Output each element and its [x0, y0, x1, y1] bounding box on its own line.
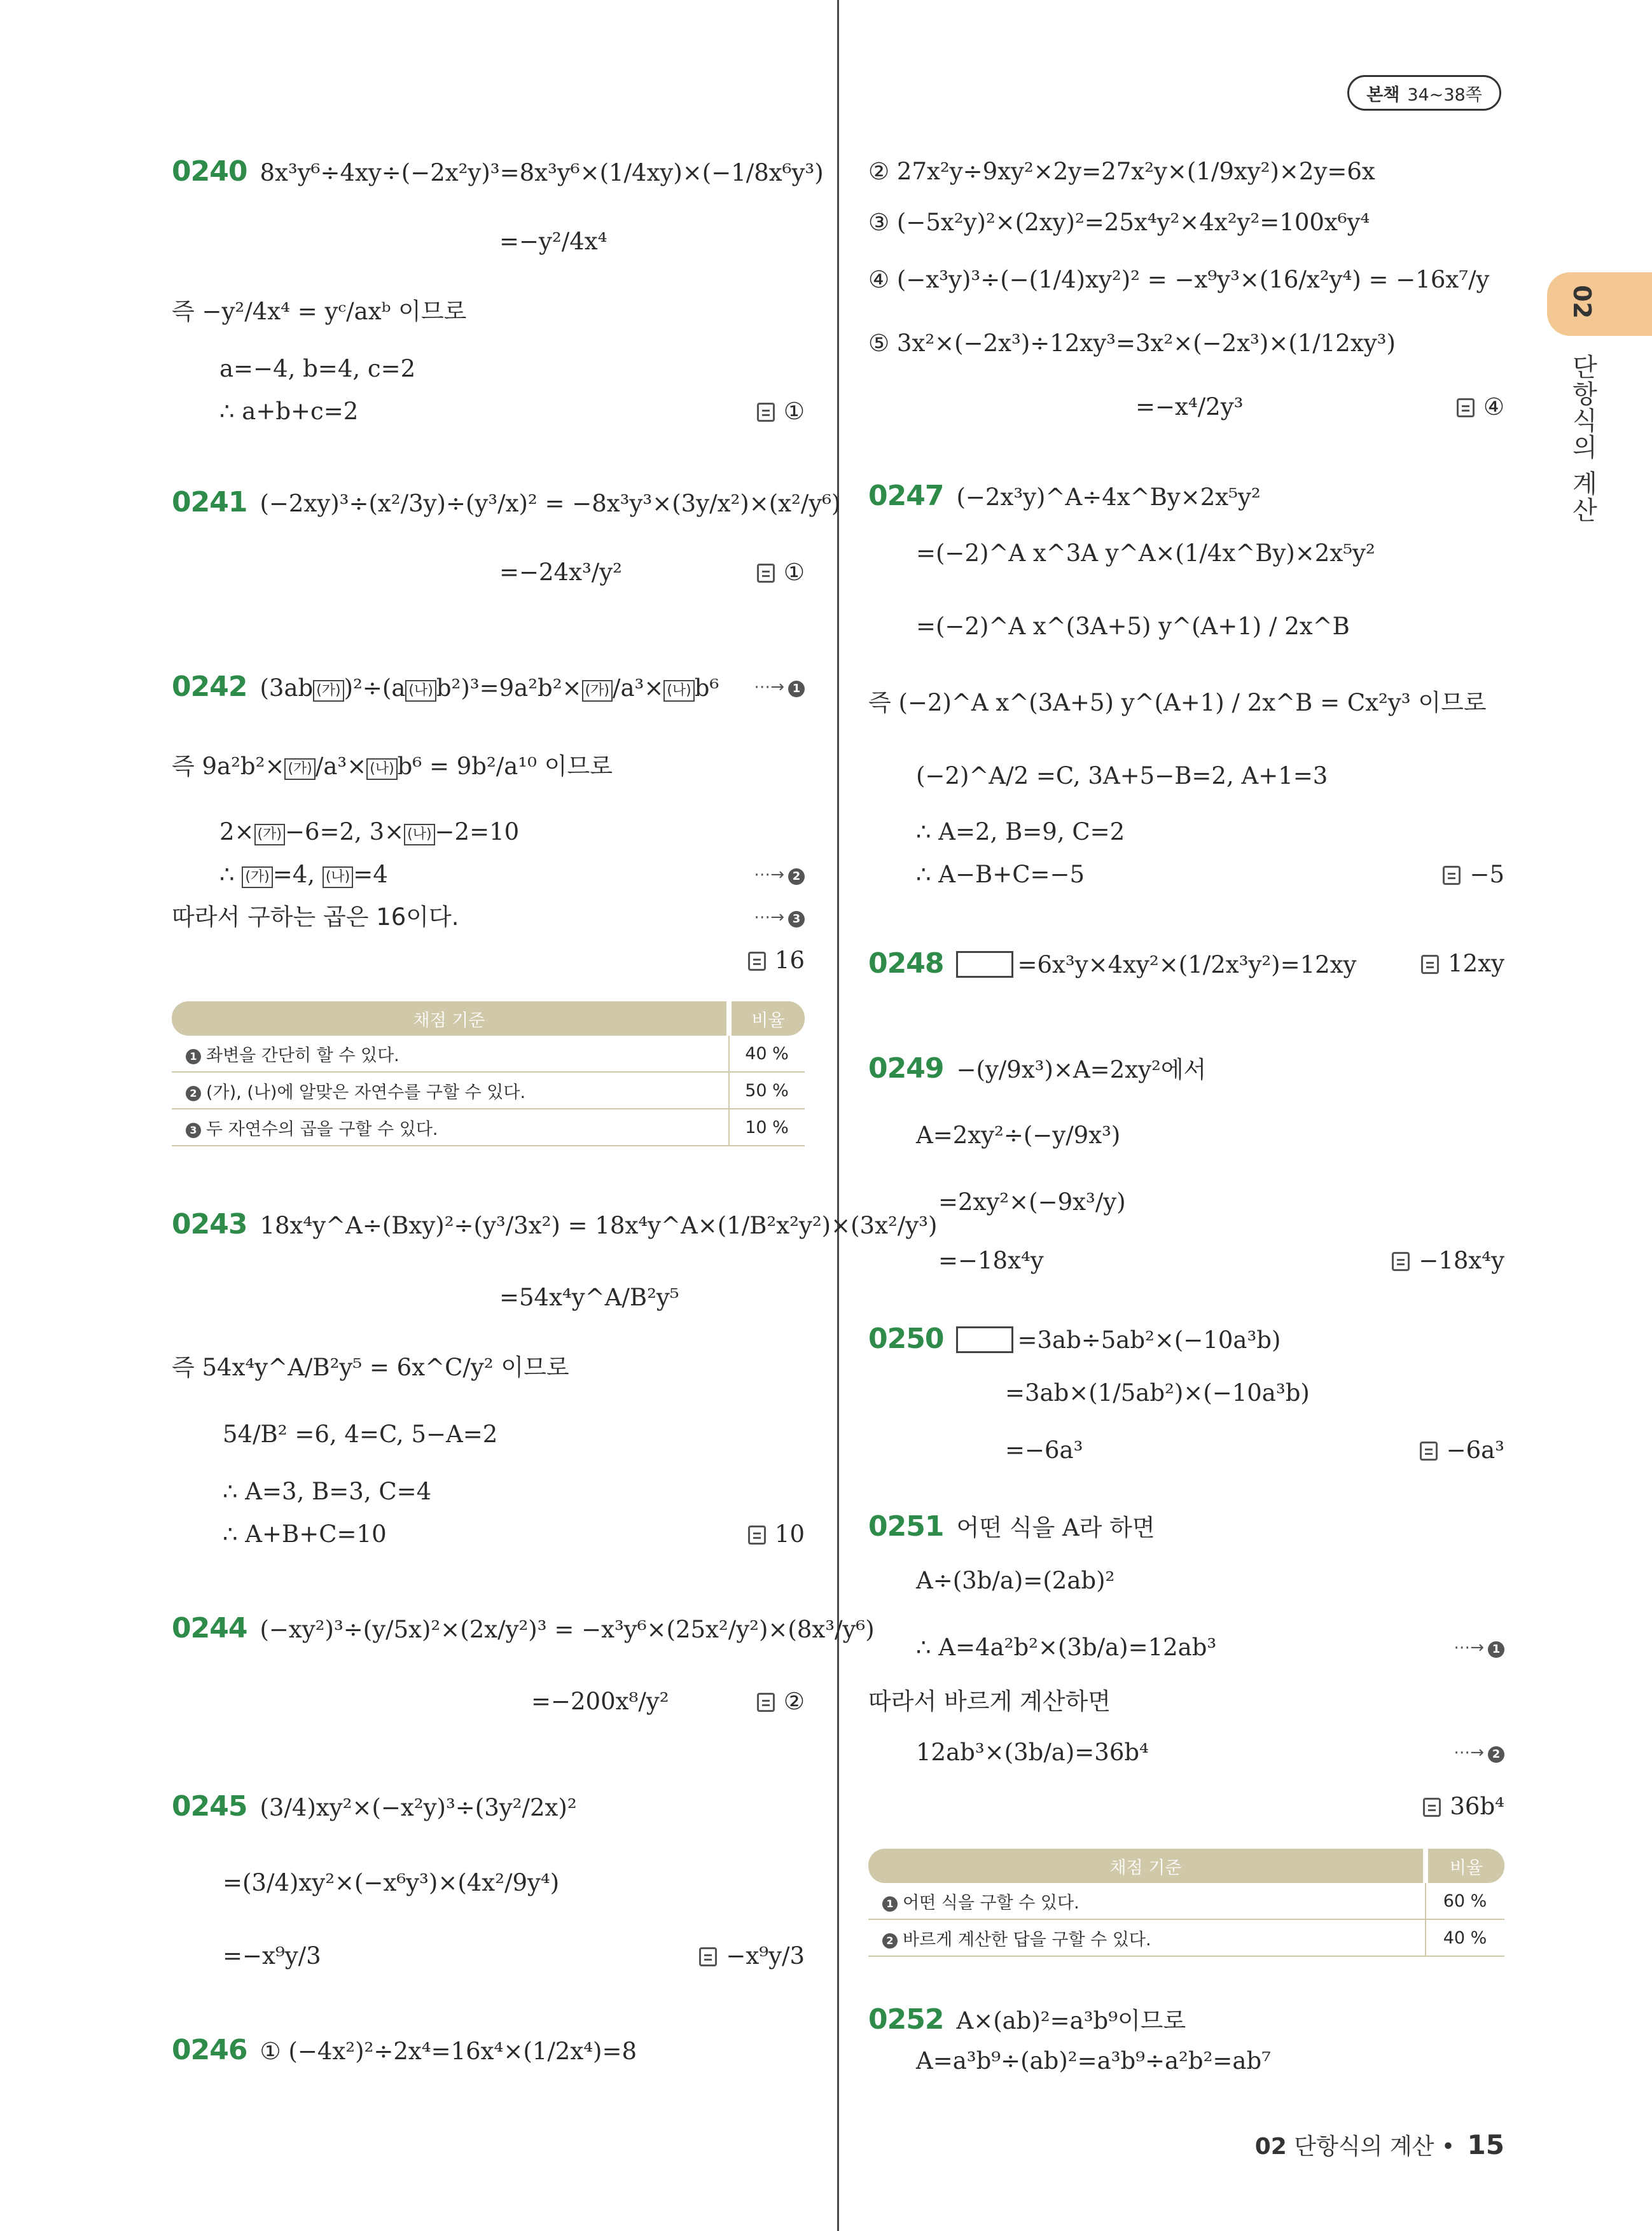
problem-number: 0250: [868, 1323, 944, 1355]
blank-box: [956, 1326, 1013, 1353]
problem-number: 0252: [868, 2003, 944, 2036]
problem-0249-answer: −18x⁴y: [1392, 1245, 1504, 1277]
problem-0251-line-3: ∴ A=4a²b²×(3b/a)=12ab³: [916, 1634, 1217, 1661]
problem-0247-line-2: =(−2)^A x^3A y^A×(1/4x^By)×2x⁵y²: [916, 539, 1375, 567]
answer-icon: [1443, 866, 1461, 885]
grading-criteria-table-1: 채점 기준 비율 1 좌변을 간단히 할 수 있다. 40 % 2 (가), (나)에 알맞은 자연수를 구할 수 있다. 50 % 3 두 자연수의 곱을 구할 수 있다. 10 %: [172, 1001, 805, 1146]
problem-0250-answer: −6a³: [1420, 1435, 1504, 1466]
blank-ga: (가): [313, 680, 344, 702]
problem-0250-line-3: =−6a³: [1005, 1436, 1083, 1464]
problem-0249-line-3: =2xy²×(−9x³/y): [938, 1188, 1126, 1216]
answer-icon: [699, 1947, 717, 1966]
problem-0242-line-2: 즉 9a²b²× (가) /a³× (나) b⁶ = 9b²/a¹⁰ 이므로: [172, 753, 613, 780]
problem-0243-line-4: 54/B² =6, 4=C, 5−A=2: [223, 1421, 498, 1448]
step-marker-2: ⋯→ 2: [1454, 1743, 1504, 1763]
column-divider: [837, 0, 839, 2231]
problem-0245-answer: −x⁹y/3: [699, 1940, 805, 1972]
problem-0243-line-3: 즉 54x⁴y^A/B²y⁵ = 6x^C/y² 이므로: [172, 1354, 569, 1381]
problem-0245-line-1: 0245 (3/4)xy²×(−x²y)³÷(3y²/2x)²: [172, 1790, 577, 1823]
page-footer: 02 단항식의 계산 • 15: [1254, 2129, 1504, 2160]
problem-0252-line-2: A=a³b⁹÷(ab)²=a³b⁹÷a²b²=ab⁷: [916, 2047, 1271, 2075]
problem-0247-line-5: (−2)^A/2 =C, 3A+5−B=2, A+1=3: [916, 762, 1328, 789]
page-number: 15: [1467, 2129, 1504, 2160]
problem-number: 0241: [172, 486, 247, 518]
problem-0249-line-2: A=2xy²÷(−y/9x³): [916, 1122, 1121, 1149]
problem-0247-line-7: ∴ A−B+C=−5: [916, 861, 1085, 888]
problem-0242-line-1: 0242 (3ab (가) )²÷(a (나) b²)³=9a²b²× (가) /a³× (나) b⁶: [172, 671, 719, 703]
problem-0250-line-2: =3ab×(1/5ab²)×(−10a³b): [1005, 1379, 1310, 1407]
blank-na: (나): [663, 680, 694, 702]
table-row: 3 두 자연수의 곱을 구할 수 있다. 10 %: [172, 1109, 805, 1146]
page-reference-badge: 본책 34~38쪽: [1347, 75, 1501, 111]
problem-0240-line-3: 즉 −y²/4x⁴ = yᶜ/axᵇ 이므로: [172, 298, 467, 325]
problem-number: 0247: [868, 480, 944, 512]
problem-0246-option-5-result: =−x⁴/2y³: [1135, 393, 1244, 420]
problem-0246-option-4: ④ (−x³y)³÷(−(1/4)xy²)² = −x⁹y³×(16/x²y⁴) = −16x⁷/y: [868, 266, 1490, 293]
problem-0243-line-5: ∴ A=3, B=3, C=4: [223, 1478, 432, 1505]
problem-0247-line-3: =(−2)^A x^(3A+5) y^(A+1) / 2x^B: [916, 613, 1350, 640]
problem-0246-option-5: ⑤ 3x²×(−2x³)÷12xy³=3x²×(−2x³)×(1/12xy³): [868, 330, 1396, 357]
problem-number: 0249: [868, 1052, 944, 1085]
problem-0251-line-2: A÷(3b/a)=(2ab)²: [916, 1567, 1115, 1594]
problem-0241-line-2: =−24x³/y²: [499, 559, 622, 586]
problem-number: 0240: [172, 155, 247, 188]
problem-0243-line-2: =54x⁴y^A/B²y⁵: [499, 1284, 679, 1311]
blank-ga: (가): [284, 758, 315, 780]
blank-ga: (가): [242, 866, 272, 888]
problem-0251-line-4: 따라서 바르게 계산하면: [868, 1688, 1111, 1715]
blank-na: (나): [404, 824, 434, 845]
problem-0242-answer: 16: [748, 945, 805, 976]
problem-0248-answer: 12xy: [1421, 948, 1504, 980]
answer-icon: [757, 1693, 775, 1712]
problem-0249-line-1: 0249 −(y/9x³)×A=2xy²에서: [868, 1052, 1207, 1085]
problem-0240-line-4: a=−4, b=4, c=2: [219, 355, 416, 382]
grading-criteria-table-2: 채점 기준 비율 1 어떤 식을 구할 수 있다. 60 % 2 바르게 계산한 답을 구할 수 있다. 40 %: [868, 1849, 1504, 1957]
problem-0242-line-3: 2× (가) −6=2, 3× (나) −2=10: [219, 818, 520, 845]
problem-number: 0246: [172, 2034, 247, 2066]
problem-number: 0245: [172, 1790, 247, 1823]
chapter-side-tab[interactable]: [1547, 272, 1652, 336]
problem-0240-line-1: 0240 8x³y⁶÷4xy÷(−2x²y)³=8x³y⁶×(1/4xy)×(−1/8x⁶y³): [172, 155, 824, 188]
answer-icon: [1392, 1252, 1410, 1271]
answer-icon: [748, 952, 766, 971]
problem-0240-line-2: =−y²/4x⁴: [499, 228, 607, 255]
problem-0247-answer: −5: [1443, 859, 1504, 891]
problem-number: 0248: [868, 947, 944, 980]
problem-0248-line-1: 0248 =6x³y×4xy²×(1/2x³y²)=12xy: [868, 947, 1357, 980]
problem-0246-option-3: ③ (−5x²y)²×(2xy)²=25x⁴y²×4x²y²=100x⁶y⁴: [868, 209, 1370, 236]
problem-0243-line-1: 0243 18x⁴y^A÷(Bxy)²÷(y³/3x²) = 18x⁴y^A×(1/B²x²y²)×(3x²/y³): [172, 1208, 938, 1241]
answer-icon: [1420, 1442, 1438, 1461]
problem-0241-line-1: 0241 (−2xy)³÷(x²/3y)÷(y³/x)² = −8x³y³×(3y/x²)×(x²/y⁶): [172, 486, 841, 518]
step-marker-1: ⋯→ 1: [1454, 1638, 1504, 1658]
blank-ga: (가): [254, 824, 285, 845]
problem-0245-line-2: =(3/4)xy²×(−x⁶y³)×(4x²/9y⁴): [223, 1869, 560, 1896]
problem-0251-line-5: 12ab³×(3b/a)=36b⁴: [916, 1739, 1149, 1766]
answer-icon: [1457, 398, 1475, 417]
problem-0247-line-1: 0247 (−2x³y)^A÷4x^By×2x⁵y²: [868, 480, 1261, 512]
step-marker-1: ⋯→ 1: [754, 678, 805, 697]
step-marker-2: ⋯→ 2: [754, 865, 805, 885]
chapter-number: 02: [1568, 285, 1596, 319]
problem-number: 0242: [172, 671, 247, 703]
table-row: 1 어떤 식을 구할 수 있다. 60 %: [868, 1883, 1504, 1919]
answer-icon: [1421, 955, 1439, 974]
table-row: 2 바르게 계산한 답을 구할 수 있다. 40 %: [868, 1919, 1504, 1956]
blank-box: [956, 951, 1013, 978]
problem-0244-line-1: 0244 (−xy²)³÷(y/5x)²×(2x/y²)³ = −x³y⁶×(25x²/y²)×(8x³/y⁶): [172, 1612, 875, 1644]
problem-0240-answer: ①: [757, 396, 805, 427]
blank-na: (나): [323, 866, 353, 888]
blank-ga: (가): [582, 680, 613, 702]
problem-0244-answer: ②: [757, 1686, 805, 1718]
answer-icon: [757, 403, 775, 422]
problem-0246-option-2: ② 27x²y÷9xy²×2y=27x²y×(1/9xy²)×2y=6x: [868, 158, 1375, 185]
step-marker-3: ⋯→ 3: [754, 908, 805, 928]
problem-0240-line-5: ∴ a+b+c=2: [219, 398, 359, 425]
problem-0252-line-1: 0252 A×(ab)²=a³b⁹이므로: [868, 2003, 1186, 2036]
problem-number: 0243: [172, 1208, 247, 1241]
blank-na: (나): [366, 758, 397, 780]
problem-number: 0244: [172, 1612, 247, 1644]
problem-0249-line-4: =−18x⁴y: [938, 1247, 1044, 1274]
problem-number: 0251: [868, 1510, 944, 1543]
problem-0242-line-5: 따라서 구하는 곱은 16이다.: [172, 903, 459, 931]
answer-icon: [757, 564, 775, 583]
blank-na: (나): [405, 680, 436, 702]
problem-0247-line-4: 즉 (−2)^A x^(3A+5) y^(A+1) / 2x^B = Cx²y³ 이므로: [868, 689, 1487, 716]
problem-0243-line-6: ∴ A+B+C=10: [223, 1520, 387, 1548]
problem-0244-line-2: =−200x⁸/y²: [531, 1688, 669, 1715]
chapter-title-vertical: 단항식의 계산: [1568, 354, 1597, 524]
problem-0246-answer: ④: [1457, 391, 1504, 423]
problem-0250-line-1: 0250 =3ab÷5ab²×(−10a³b): [868, 1323, 1281, 1355]
answer-icon: [748, 1526, 766, 1545]
problem-0251-answer: 36b⁴: [1423, 1791, 1504, 1823]
problem-0241-answer: ①: [757, 557, 805, 588]
table-row: 2 (가), (나)에 알맞은 자연수를 구할 수 있다. 50 %: [172, 1072, 805, 1109]
problem-0251-line-1: 0251 어떤 식을 A라 하면: [868, 1510, 1155, 1543]
problem-0246-line-1: 0246 ① (−4x²)²÷2x⁴=16x⁴×(1/2x⁴)=8: [172, 2034, 637, 2066]
problem-0247-line-6: ∴ A=2, B=9, C=2: [916, 818, 1125, 845]
problem-0242-line-4: ∴ (가) =4, (나) =4: [219, 861, 388, 888]
table-row: 1 좌변을 간단히 할 수 있다. 40 %: [172, 1036, 805, 1072]
problem-0245-line-3: =−x⁹y/3: [223, 1942, 321, 1970]
problem-0243-answer: 10: [748, 1519, 805, 1550]
answer-icon: [1423, 1798, 1441, 1817]
